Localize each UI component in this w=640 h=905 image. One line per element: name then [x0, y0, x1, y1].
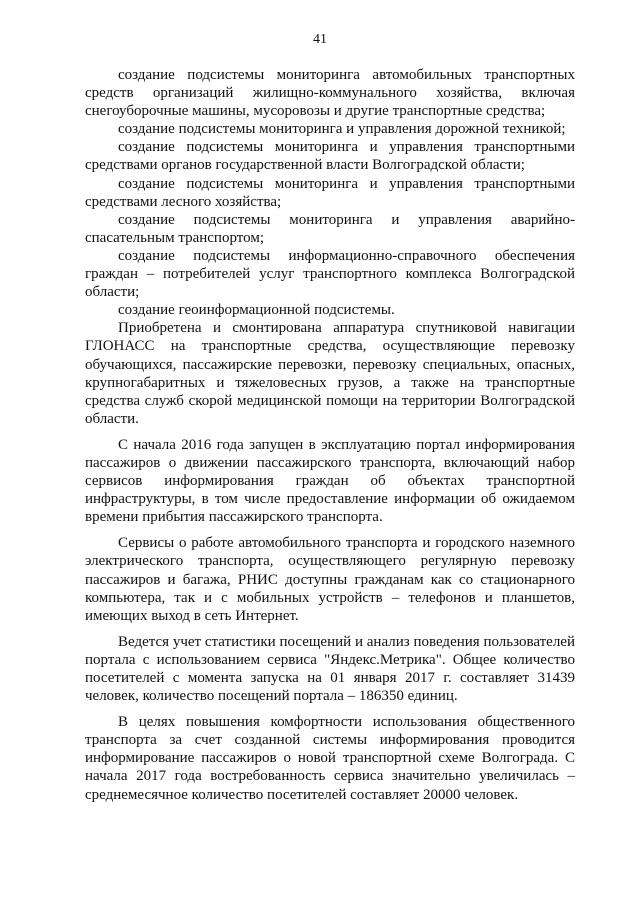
paragraph-subsystem-forestry: создание подсистемы мониторинга и управления транспортными средствами лесного хозяйства;	[85, 175, 575, 210]
paragraph-subsystem-emergency: создание подсистемы мониторинга и управления аварийно-спасательным транспортом;	[85, 211, 575, 246]
paragraph-subsystem-housing: создание подсистемы мониторинга автомобильных транспортных средств организаций жилищно-коммунального хозяйства, включая снегоуборочные машины, мусоровозы и другие транспортные средства;	[85, 67, 575, 120]
paragraph-services: Сервисы о работе автомобильного транспорта и городского наземного электрического транспорта, осуществляющего регулярную перевозку пассажиров и багажа, РНИС доступны гражданам как со стационарного компьютера, так и с мобильных устройств – телефонов и планшетов, имеющих выход в сеть Интернет.	[85, 535, 575, 624]
paragraph-statistics: Ведется учет статистики посещений и анализ поведения пользователей портала с использованием сервиса "Яндекс.Метрика". Общее количество посетителей с момента запуска на 01 января 2017 г. составляет 31439 человек, количество посещений портала – 186350 единиц.	[85, 633, 575, 705]
paragraph-subsystem-government-vehicles: создание подсистемы мониторинга и управления транспортными средствами органов государственной власти Волгоградской области;	[85, 139, 575, 174]
paragraph-portal-launch: С начала 2016 года запущен в эксплуатацию портал информирования пассажиров о движении пассажирского транспорта, включающий набор сервисов информирования граждан об объектах транспортной инфраструктуры, в том числе предоставление информации об ожидаемом времени прибытия пассажирского транспорта.	[85, 436, 575, 526]
paragraph-subsystem-information: создание подсистемы информационно-справочного обеспечения граждан – потребителей услуг транспортного комплекса Волгоградской области;	[85, 247, 575, 301]
document-body	[85, 66, 575, 804]
paragraph-glonass: Приобретена и смонтирована аппаратура спутниковой навигации ГЛОНАСС на транспортные средства, осуществляющие перевозку обучающихся, пассажирские перевозки, перевозку специальных, опасных, крупногабаритных и тяжеловесных грузов, а также на транспортные средства служб скорой медицинской помощи на территории Волгоградской области.	[85, 320, 575, 427]
paragraph-subsystem-road-machinery: создание подсистемы мониторинга и управления дорожной техникой;	[118, 121, 566, 138]
page-number: 41	[313, 32, 327, 47]
paragraph-subsystem-geoinformation: создание геоинформационной подсистемы.	[118, 302, 395, 319]
paragraph-comfort: В целях повышения комфортности использования общественного транспорта за счет созданной системы информирования проводится информирование пассажиров о новой транспортной схеме Волгограда. С начала 2017 года востребованность сервиса значительно увеличилась – среднемесячное количество посетителей составляет 20000 человек.	[85, 714, 575, 803]
